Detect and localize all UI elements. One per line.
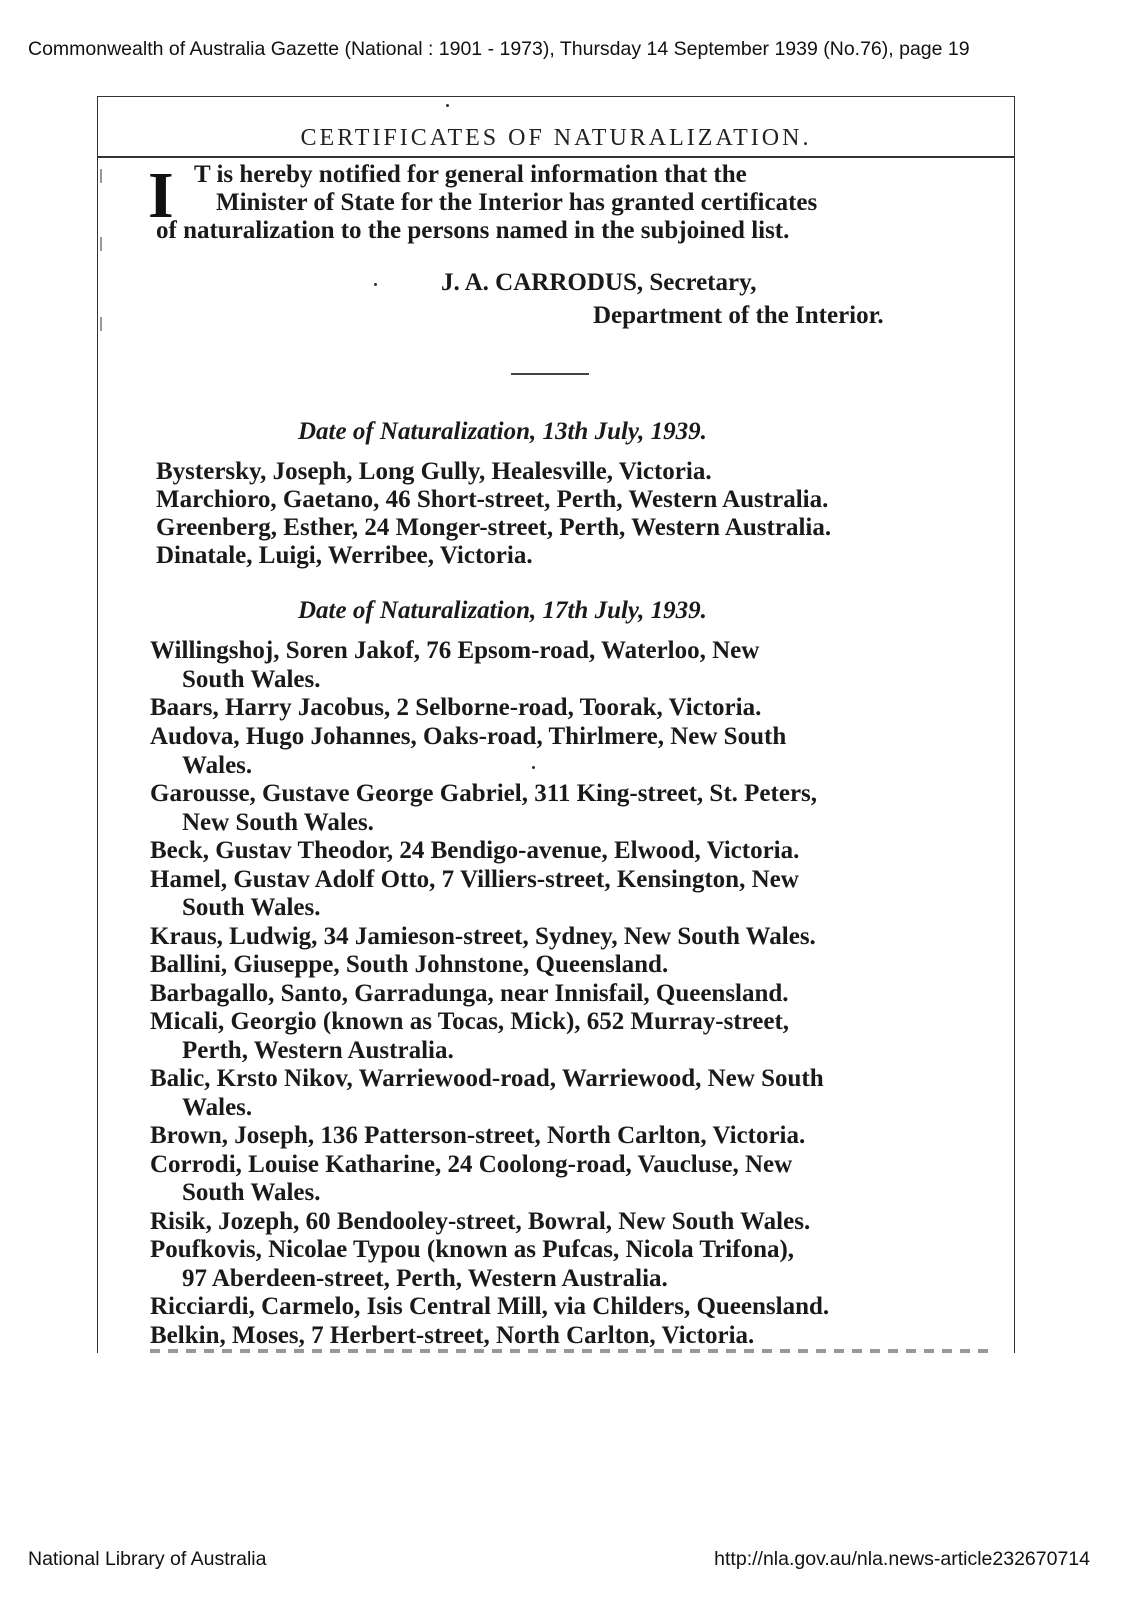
entry-line: Wales.	[182, 752, 253, 779]
entry-line: Bystersky, Joseph, Long Gully, Healesville, Victoria.	[156, 458, 712, 485]
entry-line: Baars, Harry Jacobus, 2 Selborne-road, Toorak, Victoria.	[150, 694, 762, 721]
intro-dropcap: I	[148, 159, 174, 232]
article-clipping	[97, 96, 1015, 1353]
entry-line: South Wales.	[182, 1179, 321, 1206]
speck-mark	[532, 766, 535, 769]
entry-line: Hamel, Gustav Adolf Otto, 7 Villiers-street, Kensington, New	[150, 866, 799, 893]
speck-mark	[446, 104, 449, 107]
section-divider	[511, 373, 589, 375]
entry-line: Garousse, Gustave George Gabriel, 311 King-street, St. Peters,	[150, 780, 818, 807]
article-heading: CERTIFICATES OF NATURALIZATION.	[300, 125, 812, 151]
intro-line: Minister of State for the Interior has granted certificates	[216, 189, 818, 216]
entry-line: Micali, Georgio (known as Tocas, Mick), 652 Murray-street,	[150, 1008, 790, 1035]
margin-mark	[100, 317, 102, 331]
entry-line: South Wales.	[182, 894, 321, 921]
speck-mark	[374, 283, 377, 286]
entry-line: Marchioro, Gaetano, 46 Short-street, Perth, Western Australia.	[156, 486, 829, 513]
entry-line: Ballini, Giuseppe, South Johnstone, Queensland.	[150, 951, 669, 978]
entry-line: South Wales.	[182, 666, 321, 693]
heading-rule	[98, 156, 1014, 158]
entry-line: New South Wales.	[182, 809, 374, 836]
footer-url: http://nla.gov.au/nla.news-article232670714	[714, 1548, 1090, 1570]
entry-line: Greenberg, Esther, 24 Monger-street, Perth, Western Australia.	[156, 514, 832, 541]
entry-line: Balic, Krsto Nikov, Warriewood-road, Warriewood, New South	[150, 1065, 824, 1092]
entry-line: Belkin, Moses, 7 Herbert-street, North Carlton, Victoria.	[150, 1322, 755, 1349]
intro-line: of naturalization to the persons named in the subjoined list.	[156, 217, 790, 244]
entry-line: 97 Aberdeen-street, Perth, Western Australia.	[182, 1265, 668, 1292]
entry-line: Poufkovis, Nicolae Typou (known as Pufcas, Nicola Trifona),	[150, 1236, 795, 1263]
entry-line: Kraus, Ludwig, 34 Jamieson-street, Sydney, New South Wales.	[150, 923, 816, 950]
entry-line: Brown, Joseph, 136 Patterson-street, North Carlton, Victoria.	[150, 1122, 806, 1149]
signature-department: Department of the Interior.	[593, 302, 884, 329]
intro-line: T is hereby notified for general information that the	[194, 161, 747, 188]
entry-line: Ricciardi, Carmelo, Isis Central Mill, via Childers, Queensland.	[150, 1293, 830, 1320]
entry-line: Beck, Gustav Theodor, 24 Bendigo-avenue, Elwood, Victoria.	[150, 837, 800, 864]
entry-line: Barbagallo, Santo, Garradunga, near Innisfail, Queensland.	[150, 980, 789, 1007]
margin-mark	[100, 169, 102, 183]
entry-line: Corrodi, Louise Katharine, 24 Coolong-road, Vaucluse, New	[150, 1151, 793, 1178]
entry-line: Willingshoj, Soren Jakof, 76 Epsom-road, Waterloo, New	[150, 637, 760, 664]
entry-line: Risik, Jozeph, 60 Bendooley-street, Bowral, New South Wales.	[150, 1208, 811, 1235]
entry-line: Perth, Western Australia.	[182, 1037, 454, 1064]
entry-line: Audova, Hugo Johannes, Oaks-road, Thirlmere, New South	[150, 723, 787, 750]
margin-mark	[100, 237, 102, 251]
footer-source: National Library of Australia	[28, 1548, 267, 1570]
signature-name: J. A. CARRODUS, Secretary,	[441, 269, 757, 296]
cut-off-line-fragment	[150, 1349, 990, 1353]
entry-line: Wales.	[182, 1094, 253, 1121]
entry-line: Dinatale, Luigi, Werribee, Victoria.	[156, 542, 533, 569]
page-caption: Commonwealth of Australia Gazette (National : 1901 - 1973), Thursday 14 September 1939 (No.76), page 19	[28, 38, 970, 60]
date-heading: Date of Naturalization, 13th July, 1939.	[298, 418, 707, 445]
date-heading: Date of Naturalization, 17th July, 1939.	[298, 597, 707, 624]
